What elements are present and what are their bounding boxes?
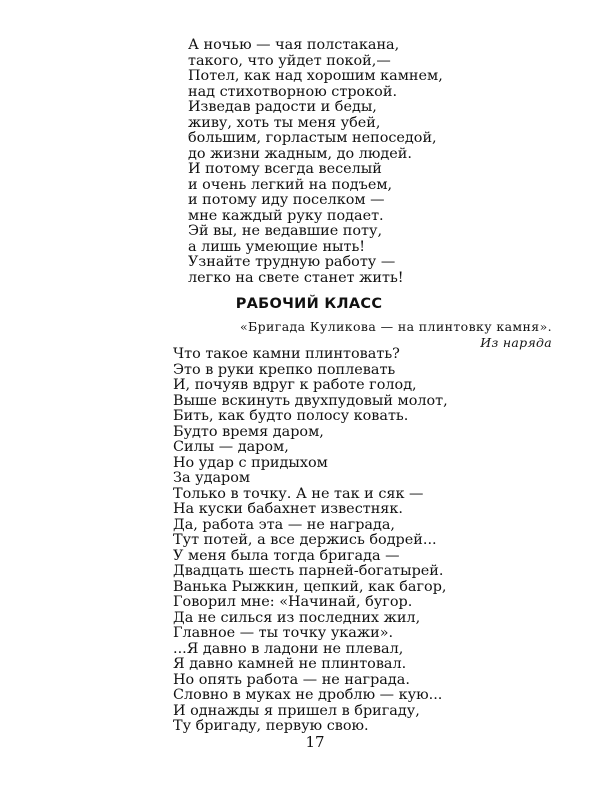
poem-new-stanza: [173, 347, 448, 735]
poem-line: Двадцать шесть парней-богатырей.: [173, 563, 444, 579]
poem-line: А ночью — чая полстакана,: [188, 37, 400, 53]
poem-line: Силы — даром,: [173, 439, 289, 455]
poem-line: Потел, как над хорошим камнем,: [188, 68, 443, 84]
poem-line: живу, хоть ты меня убей,: [188, 114, 381, 131]
poem-line: И потому всегда веселый: [188, 161, 382, 177]
poem-line: Изведав радости и беды,: [188, 99, 377, 115]
poem-line: У меня была тогда бригада —: [173, 547, 400, 564]
poem-line: Узнайте трудную работу —: [188, 254, 396, 270]
poem-line: Я давно камней не плинтовал.: [173, 656, 407, 672]
poem-line: легко на свете станет жить!: [188, 269, 404, 286]
poem-line: Главное — ты точку укажи».: [173, 625, 394, 641]
poem-line: Тут потей, а все держись бодрей...: [173, 532, 437, 548]
poem-line: Да не силься из последних жил,: [173, 609, 421, 626]
poem-line: И однажды я пришел в бригаду,: [173, 702, 420, 719]
poem-line: Да, работа эта — не награда,: [173, 516, 396, 533]
poem-title: РАБОЧИЙ КЛАСС: [235, 296, 383, 312]
poem-line: а лишь умеющие ныть!: [188, 238, 366, 255]
epigraph: «Бригада Куликова — на плинтовку камня».: [239, 319, 552, 334]
poem-line: И, почуяв вдруг к работе голод,: [173, 377, 417, 393]
poem-line: такого, что уйдет покой,—: [188, 52, 391, 69]
poem-line: За ударом: [173, 470, 251, 486]
poem-line: ...Я давно в ладони не плевал,: [173, 640, 404, 657]
poem-line: до жизни жадным, до людей.: [188, 145, 412, 162]
poem-line: Это в руки крепко поплевать: [173, 361, 396, 378]
poem-line: Ту бригаду, первую свою.: [173, 718, 369, 734]
poem-line: мне каждый руку подает.: [188, 207, 384, 224]
poem-continued-stanza: [188, 38, 443, 286]
poem-line: Выше вскинуть двухпудовый молот,: [173, 392, 448, 409]
poem-line: Бить, как будто полосу ковать.: [173, 408, 409, 424]
poem-line: над стихотворною строкой.: [188, 83, 398, 100]
epigraph-source: Из наряда: [480, 335, 552, 350]
poem-line: большим, горластым непоседой,: [188, 130, 437, 146]
poem-line: Ванька Рыжкин, цепкий, как багор,: [173, 578, 447, 595]
poem-line: Эй вы, не ведавшие поту,: [188, 223, 383, 239]
poem-line: Только в точку. А не так и сяк —: [173, 485, 424, 502]
poem-line: Что такое камни плинтовать?: [173, 346, 400, 362]
poem-line: Но опять работа — не награда.: [173, 671, 410, 688]
poem-line: Словно в муках не дроблю — кую...: [173, 687, 443, 703]
poem-line: Говорил мне: «Начинай, бугор.: [173, 594, 413, 610]
page-number: 17: [305, 733, 325, 751]
poem-line: На куски бабахнет известняк.: [173, 501, 403, 517]
poem-line: Будто время даром,: [173, 423, 324, 440]
poem-line: и очень легкий на подъем,: [188, 176, 393, 193]
poem-line: Но удар с придыхом: [173, 454, 328, 471]
poem-line: и потому иду поселком —: [188, 192, 385, 208]
